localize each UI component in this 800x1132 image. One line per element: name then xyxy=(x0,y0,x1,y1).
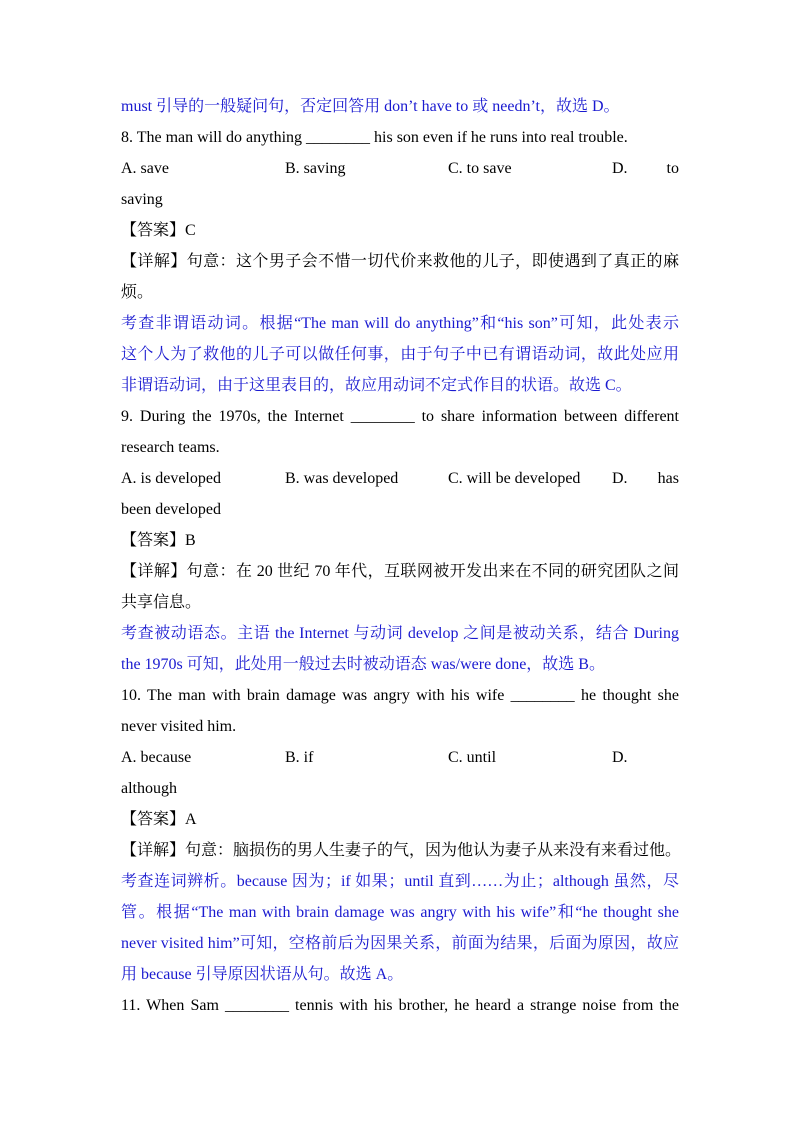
q10-stem-line-1: 10. The man with brain damage was angry with his wife ________ he thought she xyxy=(121,687,679,704)
q10-detail-line-1: 【详解】句意：脑损伤的男人生妻子的气，因为他认为妻子从来没有来看过他。 xyxy=(121,842,682,859)
q8-option-d-label: D. xyxy=(612,160,628,177)
q8-option-a: A. save xyxy=(121,160,169,177)
q10-explanation-line-1: 考查连词辨析。because 因为；if 如果；until 直到……为止；although 虽然，尽 xyxy=(121,873,679,890)
q9-option-d-text: has xyxy=(657,470,679,487)
q9-detail-line-2: 共享信息。 xyxy=(121,594,202,611)
q8-option-d-text: to xyxy=(666,160,679,177)
q9-explanation-line-2: the 1970s 可知，此处用一般过去时被动语态 was/were done，故选 B。 xyxy=(121,656,605,673)
q10-explanation-line-3: never visited him”可知，空格前后为因果关系，前面为结果，后面为原因，故应 xyxy=(121,935,679,952)
q8-explanation-line-3: 非谓语动词，由于这里表目的，故应用动词不定式作目的状语。故选 C。 xyxy=(121,377,632,394)
q9-options xyxy=(121,469,679,489)
q9-explanation-line-1: 考查被动语态。主语 the Internet 与动词 develop 之间是被动关系，结合 During xyxy=(121,625,679,642)
q9-stem-line-1: 9. During the 1970s, the Internet ________ to share information between different xyxy=(121,408,679,425)
q8-option-c: C. to save xyxy=(448,160,512,177)
q8-detail-line-1: 【详解】句意：这个男子会不惜一切代价来救他的儿子，即使遇到了真正的麻 xyxy=(121,253,679,270)
q10-explanation-line-4: 用 because 引导原因状语从句。故选 A。 xyxy=(121,966,404,983)
q8-option-b: B. saving xyxy=(285,160,346,177)
q9-option-d-label: D. xyxy=(612,470,628,487)
q10-option-b: B. if xyxy=(285,749,314,766)
q10-answer: 【答案】A xyxy=(121,811,197,828)
q8-option-d-continued: saving xyxy=(121,191,163,208)
q9-option-d-continued: been developed xyxy=(121,501,221,518)
q8-stem: 8. The man will do anything ________ his son even if he runs into real trouble. xyxy=(121,129,628,146)
q8-options xyxy=(121,159,679,179)
q7-explanation-tail: must 引导的一般疑问句，否定回答用 don’t have to 或 needn’t，故选 D。 xyxy=(121,98,620,115)
q9-option-b: B. was developed xyxy=(285,470,399,487)
q10-option-a: A. because xyxy=(121,749,192,766)
q11-stem-line-1: 11. When Sam ________ tennis with his brother, he heard a strange noise from the xyxy=(121,997,679,1014)
q8-explanation-line-1: 考查非谓语动词。根据“The man will do anything”和“his son”可知，此处表示 xyxy=(121,315,679,332)
q10-options xyxy=(121,748,679,768)
q10-option-c: C. until xyxy=(448,749,497,766)
q9-option-a: A. is developed xyxy=(121,470,221,487)
q9-answer: 【答案】B xyxy=(121,532,196,549)
q9-option-c: C. will be developed xyxy=(448,470,581,487)
q10-option-d-continued: although xyxy=(121,780,177,797)
q8-explanation-line-2: 这个人为了救他的儿子可以做任何事，由于句子中已有谓语动词，故此处应用 xyxy=(121,346,679,363)
q10-explanation-line-2: 管。根据“The man with brain damage was angry with his wife”和“he thought she xyxy=(121,904,679,921)
q9-stem-line-2: research teams. xyxy=(121,439,220,456)
q8-answer: 【答案】C xyxy=(121,222,196,239)
q10-stem-line-2: never visited him. xyxy=(121,718,237,735)
q10-option-d-label: D. xyxy=(612,749,628,766)
q9-detail-line-1: 【详解】句意：在 20 世纪 70 年代，互联网被开发出来在不同的研究团队之间 xyxy=(121,563,679,580)
q8-detail-line-2: 烦。 xyxy=(121,284,154,301)
